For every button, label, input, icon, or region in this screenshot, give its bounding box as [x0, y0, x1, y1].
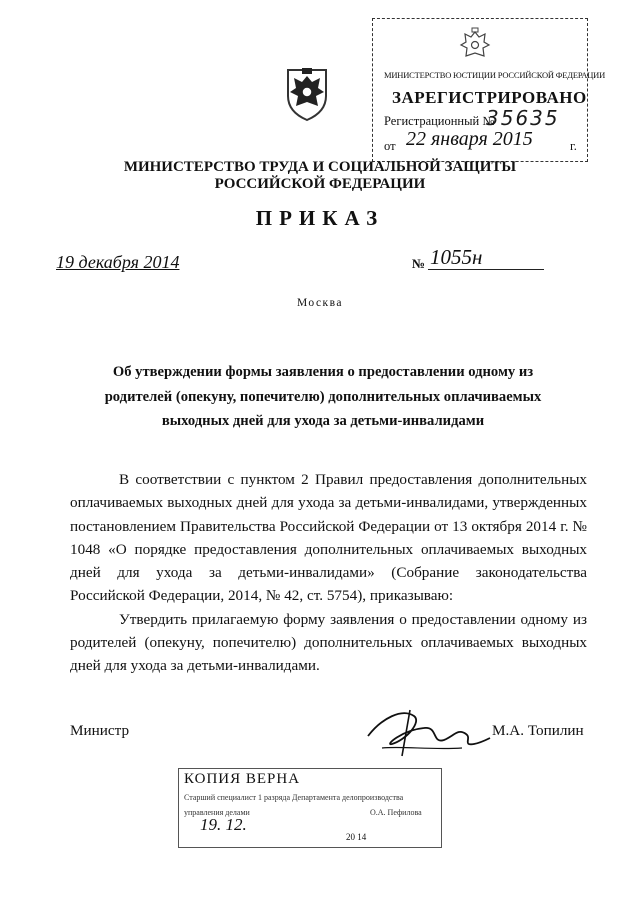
order-number-label: №	[412, 256, 426, 271]
signatory-position: Министр	[70, 722, 130, 739]
stamp-date	[406, 128, 533, 151]
ministry-heading	[0, 159, 640, 193]
order-number-underline	[428, 269, 544, 270]
body-paragraph-1: В соответствии с пунктом 2 Правил предоставления дополнительных оплачиваемых выходных дней для ухода за детьми-инвалидами, утвержденных постановлением Правительства Российской Федерации от 13 октября 2014 г. № 1048 «О порядке предоставления дополнительных оплачиваемых выходных дней для ухода за детьми-инвалидами» (Собрание законодательства Российской Федерации, 2014, № 42, ст. 5754), приказываю:	[70, 471, 587, 605]
copy-stamp-line-1: Старший специалист 1 разряда Департамента делопроизводства	[184, 793, 404, 802]
stamp-status: ЗАРЕГИСТРИРОВАНО	[392, 88, 587, 107]
ministry-line-1: МИНИСТЕРСТВО ТРУДА И СОЦИАЛЬНОЙ ЗАЩИТЫ	[123, 159, 517, 175]
city: Москва	[296, 297, 344, 309]
coat-of-arms-emblem	[282, 62, 332, 124]
body-paragraph-2: Утвердить прилагаемую форму заявления о предоставлении одному из родителей (опекуну, попечителю) дополнительных оплачиваемых выходных дней для ухода за детьми-инвалидами.	[70, 610, 587, 675]
document-type: ПРИКАЗ	[255, 206, 385, 230]
copy-stamp-name: О.А. Пефилова	[370, 808, 422, 817]
stamp-date-prefix: от	[384, 139, 396, 153]
copy-stamp-year: 20 14	[346, 832, 367, 842]
stamp-date-value: 22 января 2015	[406, 128, 533, 150]
copy-stamp-date: 19. 12.	[200, 815, 247, 834]
copy-stamp-title: КОПИЯ ВЕРНА	[184, 771, 301, 787]
handwritten-signature	[362, 700, 492, 762]
ministry-line-2: РОССИЙСКОЙ ФЕДЕРАЦИИ	[214, 176, 426, 192]
stamp-date-suffix: г.	[570, 139, 577, 153]
copy-stamp-line-2: управления делами	[184, 808, 250, 817]
order-body	[70, 468, 587, 678]
stamp-organization: МИНИСТЕРСТВО ЮСТИЦИИ РОССИЙСКОЙ ФЕДЕРАЦИИ	[384, 70, 606, 80]
order-subject: Об утверждении формы заявления о предоставлении одному из родителей (опекуну, попечителю) дополнительных оплачиваемых выходных дней для ухода за детьми-инвалидами	[104, 364, 542, 429]
stamp-number-label: Регистрационный №	[384, 114, 495, 128]
order-number: 1055н	[430, 245, 483, 269]
signatory-name: М.А. Топилин	[492, 722, 584, 739]
stamp-emblem	[458, 26, 492, 64]
order-date: 19 декабря 2014	[56, 252, 180, 272]
stamp-number: 35635	[486, 106, 560, 130]
